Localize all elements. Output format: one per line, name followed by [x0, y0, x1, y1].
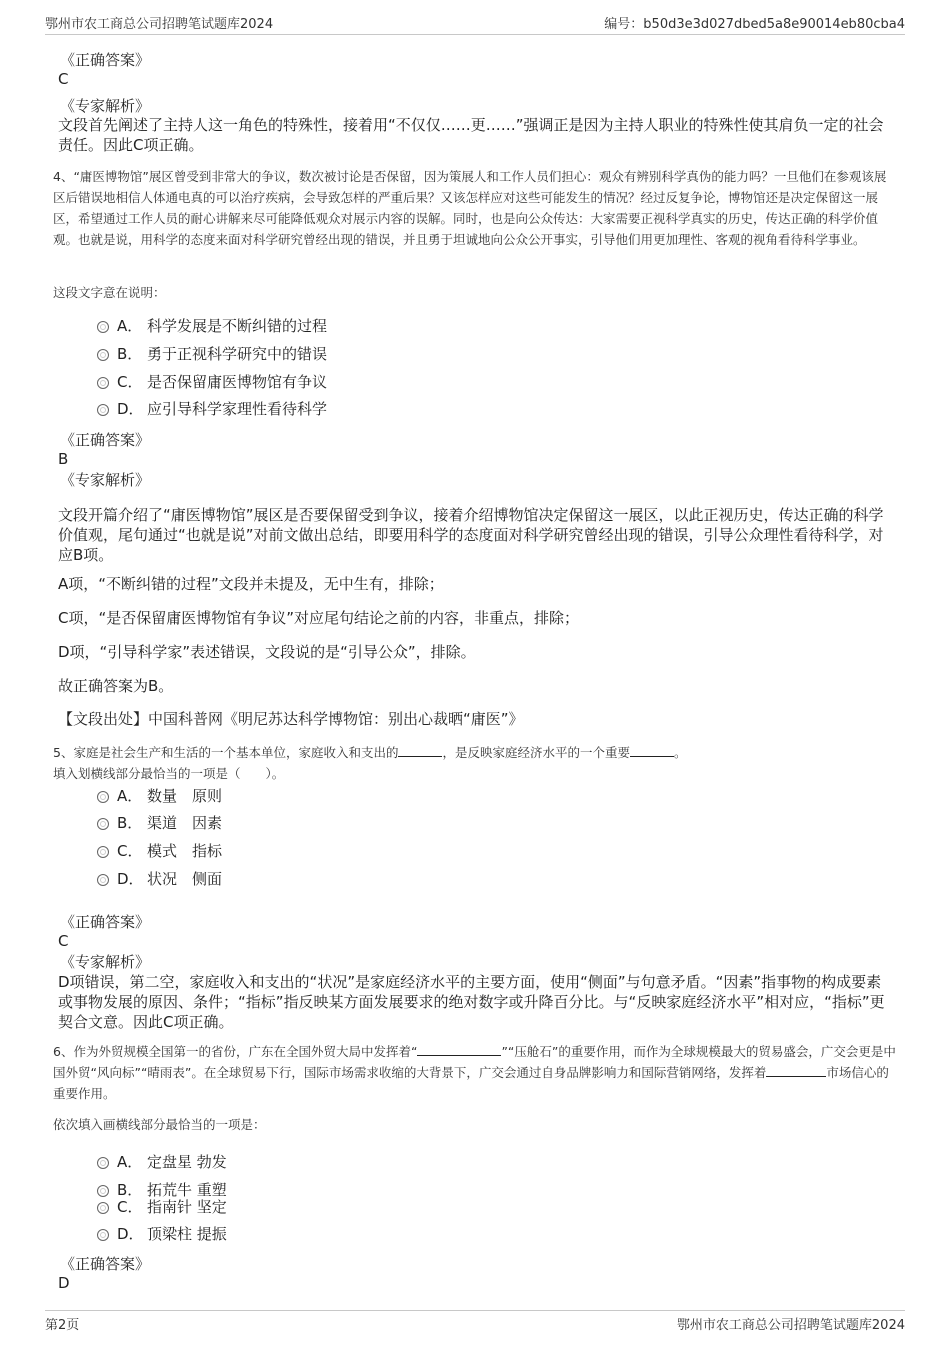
radio-icon[interactable] — [97, 818, 109, 830]
option-c[interactable] — [97, 1197, 227, 1217]
analysis-note-c: C项，“是否保留庸医博物馆有争议”对应尾句结论之前的内容，非重点，排除； — [58, 609, 580, 627]
radio-icon[interactable] — [97, 404, 109, 416]
option-text: 勇于正视科学研究中的错误 — [147, 345, 328, 363]
option-a[interactable] — [97, 786, 222, 806]
answer-value: B — [58, 450, 69, 468]
option-b[interactable] — [97, 813, 222, 833]
footer-title: 鄂州市农工商总公司招聘笔试题库2024 — [676, 1318, 905, 1333]
analysis-label: 《专家解析》 — [60, 953, 151, 971]
option-text: 指南针 坚定 — [147, 1198, 227, 1216]
option-label: D． — [117, 400, 144, 418]
analysis-label: 《专家解析》 — [60, 97, 151, 115]
option-text: 是否保留庸医博物馆有争议 — [147, 373, 328, 391]
question-prompt: 这段文字意在说明： — [53, 285, 166, 300]
answer-label: 《正确答案》 — [60, 1255, 151, 1273]
analysis-note-a: A项，“不断纠错的过程”文段并未提及，无中生有，排除； — [58, 575, 444, 593]
radio-icon[interactable] — [97, 1229, 109, 1241]
radio-icon[interactable] — [97, 1202, 109, 1214]
option-b[interactable] — [97, 344, 327, 364]
option-label: A． — [117, 787, 143, 805]
fill-blank — [417, 1043, 501, 1056]
fill-blank — [630, 744, 674, 757]
question-prompt: 填入划横线部分最恰当的一项是（ ）。 — [53, 766, 285, 781]
option-a[interactable] — [97, 316, 327, 336]
radio-icon[interactable] — [97, 1157, 109, 1169]
option-text: 数量 原则 — [147, 787, 223, 805]
answer-label: 《正确答案》 — [60, 51, 151, 69]
option-d[interactable] — [97, 1224, 227, 1244]
header-rule — [45, 34, 905, 35]
analysis-conclusion: 故正确答案为B。 — [58, 677, 174, 695]
answer-value: C — [58, 932, 69, 950]
radio-icon[interactable] — [97, 846, 109, 858]
option-text: 定盘星 勃发 — [147, 1153, 227, 1171]
answer-value: C — [58, 70, 69, 88]
analysis-text: D项错误，第二空，家庭收入和支出的“状况”是家庭经济水平的主要方面，使用“侧面”与句意矛盾。“因素”指事物的构成要素或事物发展的原因、条件；“指标”指反映某方面发展要求的绝对数字或升降百分比。与“反映家庭经济水平”相对应，“指标”更契合文意。因此C项正确。 — [58, 973, 885, 1031]
option-text: 拓荒牛 重塑 — [147, 1181, 227, 1199]
question-prompt: 依次填入画横线部分最恰当的一项是： — [53, 1117, 266, 1132]
header-title: 鄂州市农工商总公司招聘笔试题库2024 — [45, 17, 274, 32]
option-text: 应引导科学家理性看待科学 — [147, 400, 328, 418]
option-label: A． — [117, 1153, 143, 1171]
page-number: 第2页 — [45, 1318, 80, 1333]
option-label: D． — [117, 870, 144, 888]
document-id: 编号：b50d3e3d027dbed5a8e90014eb80cba4 — [604, 17, 905, 32]
option-c[interactable] — [97, 372, 327, 392]
radio-icon[interactable] — [97, 1185, 109, 1197]
option-c[interactable] — [97, 841, 222, 861]
footer-rule — [45, 1310, 905, 1311]
option-d[interactable] — [97, 869, 222, 889]
analysis-text: 文段首先阐述了主持人这一角色的特殊性，接着用“不仅仅……更……”强调正是因为主持人职业的特殊性使其肩负一定的社会责任。因此C项正确。 — [58, 116, 884, 154]
option-label: C． — [117, 373, 143, 391]
question-stem: 4、“庸医博物馆”展区曾受到非常大的争议，数次被讨论是否保留，因为策展人和工作人员们担心：观众有辨别科学真伪的能力吗？一旦他们在参观该展区后错误地相信人体通电真的可以治疗疾病，会导致怎样的严重后果？又该怎样应对这些可能发生的情况？经过反复争论，博物馆还是决定保留这一展区，希望通过工作人员的耐心讲解来尽可能降低观众对展示内容的误解。同时，也是向公众传达：大家需要正视科学真实的历史，传达正确的科学价值观。也就是说，用科学的态度来面对科学研究曾经出现的错误，并且勇于坦诚地向公众公开事实，引导他们用更加理性、客观的视角看待科学事业。 — [53, 169, 887, 247]
option-text: 顶梁柱 提振 — [147, 1225, 227, 1243]
answer-label: 《正确答案》 — [60, 913, 151, 931]
source-citation: 【文段出处】中国科普网《明尼苏达科学博物馆：别出心裁晒“庸医”》 — [58, 710, 524, 728]
analysis-label: 《专家解析》 — [60, 471, 151, 489]
answer-label: 《正确答案》 — [60, 431, 151, 449]
radio-icon[interactable] — [97, 349, 109, 361]
option-text: 状况 侧面 — [147, 870, 223, 888]
question-stem: 6、作为外贸规模全国第一的省份，广东在全国外贸大局中发挥着“ ”“压舱石”的重要作用，而作为全球规模最大的贸易盛会，广交会更是中国外贸“风向标”“晴雨表”。在全球贸易下行，国际市场需求收缩的大背景下，广交会通过自身品牌影响力和国际营销网络，发挥着 市场信心的重要作用。 — [53, 1044, 896, 1101]
option-d[interactable] — [97, 399, 327, 419]
answer-value: D — [58, 1274, 70, 1292]
option-a[interactable] — [97, 1152, 227, 1172]
option-label: D． — [117, 1225, 144, 1243]
analysis-note-d: D项，“引导科学家”表述错误，文段说的是“引导公众”，排除。 — [58, 643, 476, 661]
option-text: 模式 指标 — [147, 842, 223, 860]
fill-blank — [398, 744, 442, 757]
option-label: B． — [117, 345, 143, 363]
option-label: B． — [117, 1181, 143, 1199]
fill-blank — [766, 1064, 826, 1077]
radio-icon[interactable] — [97, 874, 109, 886]
radio-icon[interactable] — [97, 377, 109, 389]
option-label: C． — [117, 1198, 143, 1216]
radio-icon[interactable] — [97, 791, 109, 803]
option-text: 科学发展是不断纠错的过程 — [147, 317, 328, 335]
option-text: 渠道 因素 — [147, 814, 223, 832]
option-label: B． — [117, 814, 143, 832]
question-stem: 5、家庭是社会生产和生活的一个基本单位，家庭收入和支出的 ，是反映家庭经济水平的一个重要 。 — [53, 745, 687, 760]
option-label: A． — [117, 317, 143, 335]
option-label: C． — [117, 842, 143, 860]
radio-icon[interactable] — [97, 321, 109, 333]
analysis-text: 文段开篇介绍了“庸医博物馆”展区是否要保留受到争议，接着介绍博物馆决定保留这一展区，以此正视历史，传达正确的科学价值观，尾句通过“也就是说”对前文做出总结，即要用科学的态度面对科学研究曾经出现的错误，引导公众理性看待科学，对应B项。 — [58, 506, 884, 564]
